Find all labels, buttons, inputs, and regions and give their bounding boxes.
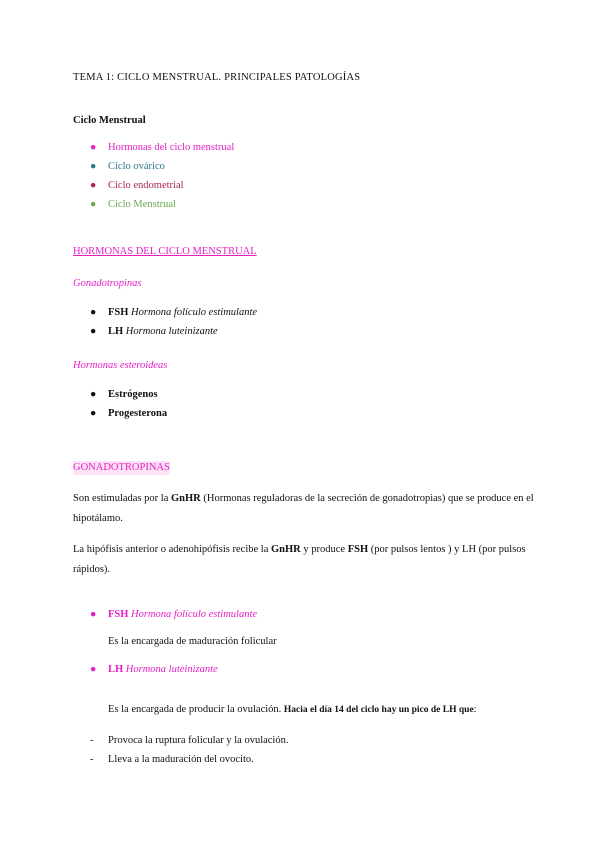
bullet-icon: ● [90, 664, 97, 675]
list-item [90, 198, 176, 212]
paragraph-bold: GnHR [270, 544, 301, 555]
lh-description [108, 703, 477, 717]
paragraph-bold: FSH [347, 544, 369, 555]
subheading-gonadotropinas: Gonadotropinas [73, 278, 142, 289]
list-item [90, 141, 234, 155]
list-item [90, 179, 184, 193]
paragraph-text: Es la encargada de producir la ovulación. [108, 704, 284, 715]
paragraph-text: (por pulsos lentos ) y LH (por pulsos rápidos). [73, 544, 526, 575]
hormone-desc: Hormona luteinizante [125, 326, 218, 337]
list-item-label: Ciclo Menstrual [108, 199, 176, 210]
section-heading-gonadotropinas: GONADOTROPINAS [73, 462, 170, 473]
dash-item-text: Provoca la ruptura folicular y la ovulación. [108, 735, 289, 746]
bullet-icon: ● [90, 142, 97, 153]
paragraph-bold: Hacia el día 14 del ciclo hay un pico de LH que [283, 705, 474, 715]
list-item-fsh [90, 608, 257, 622]
paragraph-hipofisis [73, 540, 543, 580]
section-heading-ciclo-menstrual: Ciclo Menstrual [73, 115, 146, 126]
hormone-desc: Hormona folículo estimulante [131, 307, 258, 318]
hormone-abbr: FSH [108, 609, 129, 620]
list-item [90, 407, 167, 421]
hormone-abbr: FSH [108, 307, 129, 318]
paragraph-text: Son estimuladas por la [73, 493, 171, 504]
list-item [90, 306, 257, 320]
bullet-icon: ● [90, 389, 97, 400]
bullet-icon: ● [90, 161, 97, 172]
bullet-icon: ● [90, 199, 97, 210]
dash-marker: - [90, 735, 94, 746]
list-item [90, 325, 218, 339]
hormone-desc: Hormona folículo estimulante [131, 609, 258, 620]
bullet-icon: ● [90, 326, 97, 337]
hormone-abbr: LH [108, 664, 124, 675]
list-item-label: Ciclo endometrial [108, 180, 184, 191]
paragraph-text: y produce [300, 544, 348, 555]
bullet-icon: ● [90, 180, 97, 191]
dash-item [90, 734, 288, 748]
dash-marker: - [90, 754, 94, 765]
list-item-label: Hormonas del ciclo menstrual [108, 142, 235, 153]
paragraph-gnhr [73, 489, 543, 529]
bullet-icon: ● [90, 307, 97, 318]
section-heading-hormonas: HORMONAS DEL CICLO MENSTRUAL [73, 246, 257, 257]
subheading-esteroideas: Hormonas esteroideas [73, 360, 168, 371]
list-item-lh [90, 663, 218, 677]
hormone-desc: Hormona luteinizante [125, 664, 218, 675]
paragraph-text: La hipófisis anterior o adenohipófisis recibe la [73, 544, 271, 555]
fsh-description: Es la encargada de maduración folicular [108, 636, 277, 647]
list-item [90, 388, 158, 402]
list-item-label: Progesterona [108, 408, 168, 419]
dash-item-text: Lleva a la maduración del ovocito. [108, 754, 254, 765]
paragraph-text: (Hormonas reguladoras de la secreción de gonadotropias) que se produce en el hipotálamo. [73, 493, 534, 524]
hormone-abbr: LH [108, 326, 124, 337]
list-item-label: Ciclo ovárico [108, 161, 165, 172]
paragraph-bold: GnHR [171, 493, 201, 504]
list-item-label: Estrógenos [108, 389, 158, 400]
document-title: TEMA 1: CICLO MENSTRUAL. PRINCIPALES PATOLOGÍAS [73, 72, 361, 83]
dash-item [90, 753, 254, 767]
list-item [90, 160, 165, 174]
bullet-icon: ● [90, 609, 97, 620]
bullet-icon: ● [90, 408, 97, 419]
paragraph-text: : [473, 704, 477, 715]
